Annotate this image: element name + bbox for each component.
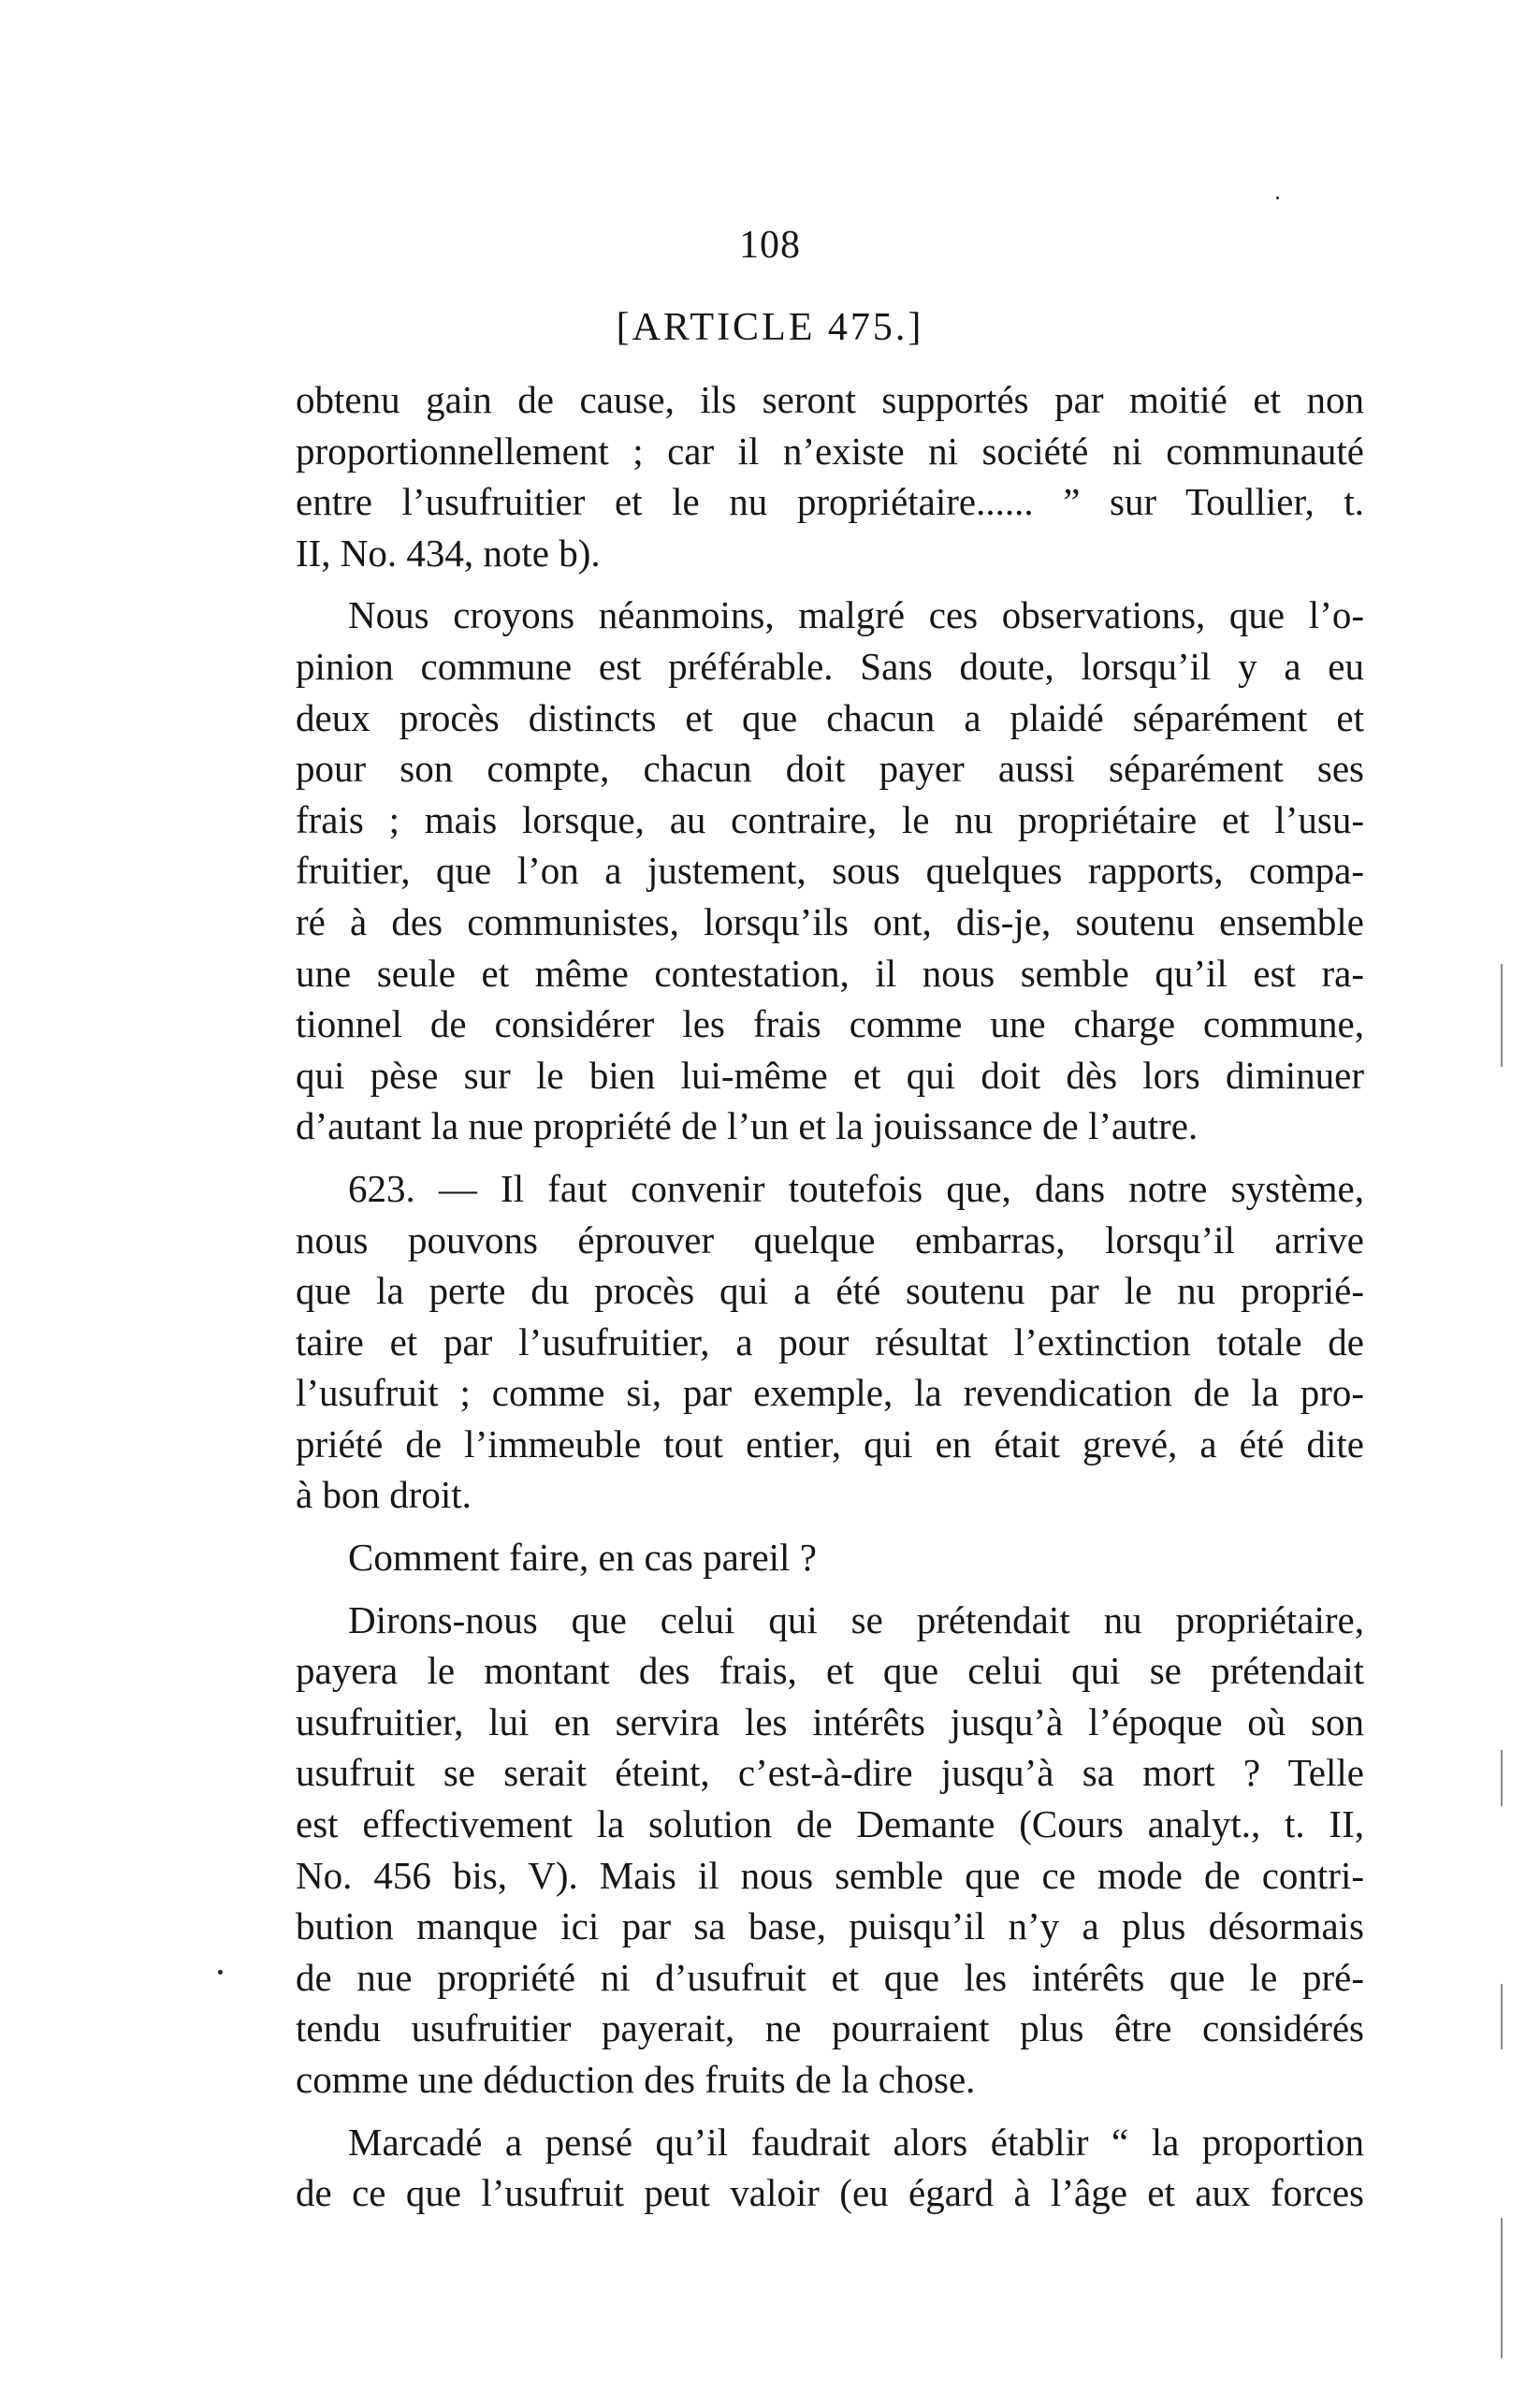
text-line: pour son compte, chacun doit payer aussi séparément ses (296, 747, 1364, 791)
text-line: 623. — Il faut convenir toutefois que, dans notre système, (348, 1166, 1364, 1210)
text-line: bution manque ici par sa base, puisqu’il n’y a plus désormais (296, 1904, 1364, 1948)
text-line: Nous croyons néanmoins, malgré ces observations, que l’o- (348, 593, 1364, 637)
text-line: ré à des communistes, lorsqu’ils ont, dis-je, soutenu ensemble (296, 899, 1364, 943)
text-line: Dirons-nous que celui qui se prétendait nu propriétaire, (348, 1597, 1364, 1641)
text-line: payera le montant des frais, et que celui qui se prétendait (296, 1649, 1364, 1693)
text-line: d’autant la nue propriété de l’un et la jouissance de l’autre. (296, 1104, 1199, 1148)
text-line: tionnel de considérer les frais comme une charge commune, (296, 1002, 1364, 1046)
text-line: fruitier, que l’on a justement, sous quelques rapports, compa- (296, 849, 1364, 893)
text-line: qui pèse sur le bien lui-même et qui doit dès lors diminuer (296, 1053, 1364, 1097)
paragraph-5 (296, 1595, 1364, 2106)
text-line: frais ; mais lorsque, au contraire, le nu propriétaire et l’usu- (296, 797, 1364, 841)
text-line: usufruitier, lui en servira les intérêts jusqu’à l’époque où son (296, 1699, 1364, 1743)
scan-edge-mark (1501, 1984, 1503, 2049)
text-line: taire et par l’usufruitier, a pour résultat l’extinction totale de (296, 1320, 1364, 1363)
text-line: à bon droit. (296, 1473, 472, 1517)
page-number: 108 (739, 224, 801, 267)
text-line: deux procès distincts et que chacun a plaidé séparément et (296, 695, 1364, 739)
text-line: entre l’usufruitier et le nu propriétaire...... ” sur Toullier, t. (296, 480, 1364, 524)
text-line: une seule et même contestation, il nous semble qu’il est ra- (296, 951, 1364, 995)
text-line: usufruit se serait éteint, c’est-à-dire jusqu’à sa mort ? Telle (296, 1751, 1364, 1795)
text-line: de nue propriété ni d’usufruit et que les intérêts que le pré- (296, 1955, 1364, 1999)
paragraph-4 (296, 1532, 1364, 1583)
scan-edge-mark (1501, 2218, 1503, 2358)
text-line: obtenu gain de cause, ils seront supportés par moitié et non (296, 378, 1364, 421)
text-line: l’usufruit ; comme si, par exemple, la revendication de la pro- (296, 1371, 1364, 1415)
text-line: II, No. 434, note b). (296, 531, 601, 575)
text-line: Marcadé a pensé qu’il faudrait alors établir “ la proportion (348, 2120, 1364, 2164)
scan-edge-mark (1501, 1750, 1503, 1806)
text-line: que la perte du procès qui a été soutenu par le nu proprié- (296, 1269, 1364, 1313)
text-line: nous pouvons éprouver quelque embarras, lorsqu’il arrive (296, 1218, 1364, 1261)
paragraph-2 (296, 590, 1364, 1152)
text-line: Comment faire, en cas pareil ? (348, 1536, 817, 1580)
ink-speck (218, 1970, 223, 1975)
text-line: pinion commune est préférable. Sans doute, lorsqu’il y a eu (296, 644, 1364, 688)
text-line: proportionnellement ; car il n’existe ni société ni communauté (296, 429, 1364, 473)
scan-edge-mark (1501, 964, 1503, 1067)
text-line: priété de l’immeuble tout entier, qui en était grevé, a été dite (296, 1422, 1364, 1465)
paragraph-1 (296, 374, 1364, 578)
text-line: comme une déduction des fruits de la chose. (296, 2058, 976, 2101)
text-line: tendu usufruitier payerait, ne pourraient plus être considérés (296, 2006, 1364, 2050)
running-head: [ARTICLE 475.] (616, 306, 924, 349)
paragraph-3 (296, 1163, 1364, 1521)
text-line: No. 456 bis, V). Mais il nous semble que ce mode de contri- (296, 1853, 1364, 1897)
body-text (296, 374, 1364, 2219)
text-line: de ce que l’usufruit peut valoir (eu égard à l’âge et aux forces (296, 2171, 1364, 2215)
ink-speck (1276, 197, 1279, 199)
paragraph-6 (296, 2117, 1364, 2219)
text-line: est effectivement la solution de Demante (Cours analyt., t. II, (296, 1802, 1364, 1846)
